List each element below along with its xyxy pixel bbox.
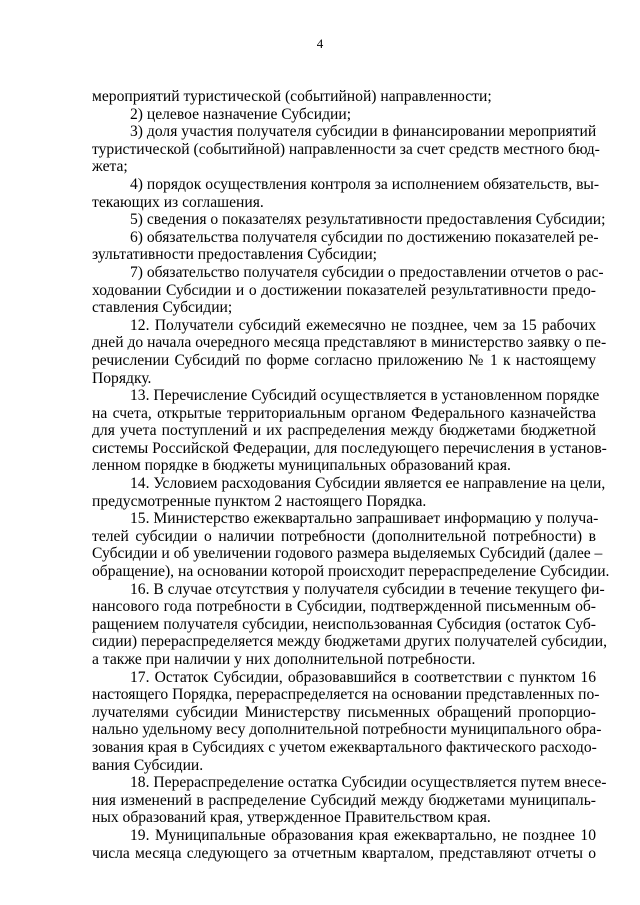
text-line: 7) обязательство получателя субсидии о предоставлении отчетов о рас- <box>130 263 604 281</box>
text-line: 14. Условием расходования Субсидии является ее направление на цели, <box>130 475 606 493</box>
text-line: 16. В случае отсутствия у получателя субсидии в течение текущего фи- <box>130 580 605 598</box>
text-line: зования края в Субсидиях с учетом ежеквартального фактического расходо- <box>92 738 597 756</box>
text-line: дней до начала очередного месяца представляют в министерство заявку о пе- <box>92 334 607 352</box>
text-line: для учета поступлений и их распределения между бюджетами бюджетной <box>92 422 596 440</box>
text-line: а также при наличии у них дополнительной потребности. <box>92 651 476 668</box>
text-line: мероприятий туристической (событийной) направленности; <box>92 88 492 105</box>
text-line: ставления Субсидии; <box>92 299 233 317</box>
text-line: туристической (событийной) направленности за счет средств местного бюд- <box>92 140 600 158</box>
text-line: нансового года потребности в Субсидии, подтвержденной письменным об- <box>92 598 596 616</box>
text-line: предусмотренные пунктом 2 настоящего Порядка. <box>92 492 427 510</box>
page-number: 4 <box>316 36 324 51</box>
text-line: телей субсидии о наличии потребности (дополнительной потребности) в <box>92 527 596 545</box>
text-line: системы Российской Федерации, для последующего перечисления в установ- <box>92 439 607 457</box>
text-line: 13. Перечисление Субсидий осуществляется в установленном порядке <box>130 387 600 405</box>
text-line: 4) порядок осуществления контроля за исполнением обязательств, вы- <box>130 175 600 193</box>
text-line: жета; <box>92 158 128 176</box>
text-line: вания Субсидии. <box>92 756 204 774</box>
text-line: речислении Субсидий по форме согласно приложению № 1 к настоящему <box>92 351 596 369</box>
text-line: 6) обязательства получателя субсидии по достижению показателей ре- <box>130 228 599 246</box>
text-line: настоящего Порядка, перераспределяется на основании представленных по- <box>92 686 600 704</box>
text-line: Порядку. <box>92 369 152 387</box>
text-line: 12. Получатели субсидий ежемесячно не позднее, чем за 15 рабочих <box>130 316 596 334</box>
text-line: 5) сведения о показателях результативности предоставления Субсидии; <box>130 211 606 229</box>
text-line: ния изменений в распределение Субсидий между бюджетами муниципаль- <box>92 791 596 809</box>
text-line: 19. Муниципальные образования края ежеквартально, не позднее 10 <box>130 826 596 844</box>
text-line: 15. Министерство ежеквартально запрашивает информацию у получа- <box>130 510 599 528</box>
text-line: на счета, открытые территориальным органом Федерального казначейства <box>92 404 596 422</box>
text-line: обращение), на основании которой происходит перераспределение Субсидии. <box>92 563 610 581</box>
text-line: 3) доля участия получателя субсидии в финансировании мероприятий <box>130 123 597 141</box>
text-line: ращением получателя субсидии, неиспользованная Субсидия (остаток Суб- <box>92 615 596 633</box>
text-line: 17. Остаток Субсидии, образовавшийся в соответствии с пунктом 16 <box>130 668 596 686</box>
text-line: ходовании Субсидии и о достижении показателей результативности предо- <box>92 281 596 299</box>
text-line: сидии) перераспределяется между бюджетами других получателей субсидии, <box>92 633 607 651</box>
document-body <box>92 88 610 862</box>
text-line: числа месяца следующего за отчетным кварталом, представляют отчеты о <box>92 844 596 862</box>
text-line: нально удельному весу дополнительной потребности муниципального обра- <box>92 721 602 739</box>
text-line: 2) целевое назначение Субсидии; <box>130 105 352 123</box>
text-line: 18. Перераспределение остатка Субсидии осуществляется путем внесе- <box>130 774 607 792</box>
text-line: лучателями субсидии Министерству письменных обращений пропорцио- <box>92 703 596 721</box>
text-line: ленном порядке в бюджеты муниципальных образований края. <box>92 457 511 475</box>
text-line: Субсидии и об увеличении годового размера выделяемых Субсидий (далее – <box>92 545 603 563</box>
text-line: текающих из соглашения. <box>92 193 264 211</box>
text-line: ных образований края, утвержденное Правительством края. <box>92 809 491 827</box>
text-line: зультативности предоставления Субсидии; <box>92 246 378 264</box>
